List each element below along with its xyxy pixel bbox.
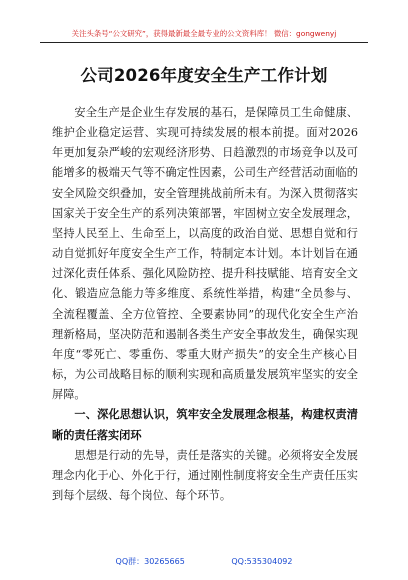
header-divider (40, 42, 368, 43)
intro-paragraph: 安全生产是企业生存发展的基石，是保障员工生命健康、维护企业稳定运营、实现可持续发展的根本前提。面对2026年更加复杂严峻的宏观经济形势、日趋激烈的市场竞争以及可能增多的极端天气等不确定性因素，公司生产经营活动面临的安全风险交织叠加，安全管理挑战前所未有。为深入贯彻落实国家关于安全生产的系列决策部署，牢固树立安全发展理念，坚持人民至上、生命至上，以高度的政治自觉、思想自觉和行动自觉抓好年度安全生产工作，特制定本计划。本计划旨在通过深化责任体系、强化风险防控、提升科技赋能、培育安全文化、锻造应急能力等多维度、系统性举措，构建“全员参与、全流程覆盖、全方位管控、全要素协同”的现代化安全生产治理新格局，坚决防范和遏制各类生产安全事故发生，确保实现年度“零死亡、零重伤、零重大财产损失”的安全生产核心目标，为公司战略目标的顺利实现和高质量发展筑牢坚实的安全屏障。 (52, 106, 358, 402)
footer-qq: QQ:535304092 (231, 557, 293, 566)
document-body (52, 103, 358, 506)
document-title: 公司2026年度安全生产工作计划 (80, 66, 328, 85)
header-promo-line: 关注头条号“公文研究”，获得最新最全最专业的公文资料库！ 微信：gongwenyj (71, 29, 337, 38)
footer-contact (0, 556, 408, 567)
footer-qq-group: QQ群：30265665 (115, 557, 185, 566)
section-1-heading: 一、深化思想认识，筑牢安全发展理念根基，构建权责清晰的责任落实闭环 (52, 408, 358, 442)
section-1-paragraph: 思想是行动的先导，责任是落实的关键。必须将安全发展理念内化于心、外化于行，通过刚性制度将安全生产责任压实到每个层级、每个岗位、每个环节。 (52, 448, 358, 502)
